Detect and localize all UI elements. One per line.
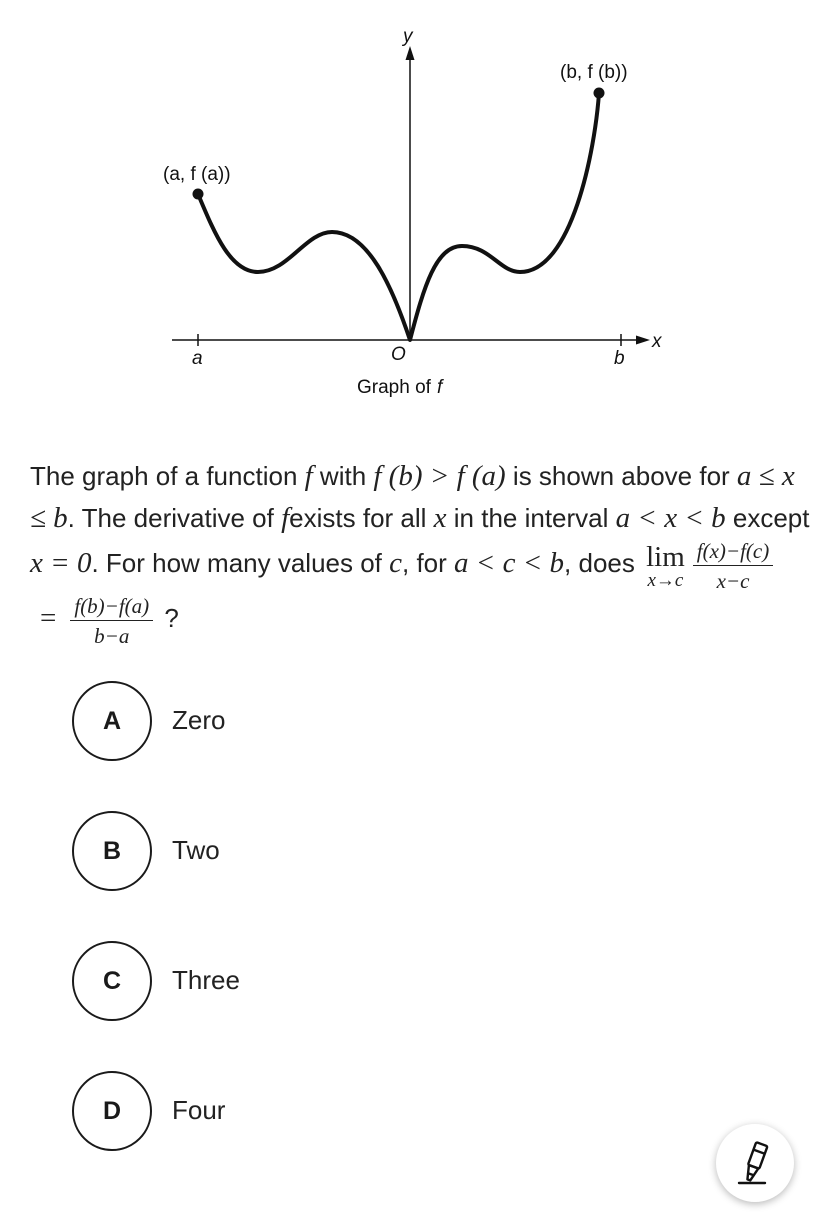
endpoint-b bbox=[594, 88, 605, 99]
q-part: The graph of a function bbox=[30, 461, 305, 491]
choice-letter: D bbox=[72, 1071, 152, 1151]
graph-caption-text: Graph of bbox=[357, 377, 431, 398]
choice-b[interactable] bbox=[72, 811, 672, 889]
fraction-denominator: b−a bbox=[94, 624, 130, 648]
y-axis-arrow bbox=[406, 46, 415, 60]
graph-caption-var: f bbox=[436, 377, 443, 398]
q-part: with bbox=[312, 461, 374, 491]
choice-text: Two bbox=[172, 835, 220, 865]
highlighter-icon bbox=[735, 1140, 775, 1186]
endpoint-a bbox=[193, 189, 204, 200]
limit-subscript: x→c bbox=[647, 570, 684, 591]
choice-letter: B bbox=[72, 811, 152, 891]
point-a-label: (a, f (a)) bbox=[163, 164, 231, 185]
equals-sign: = bbox=[40, 602, 57, 634]
q-math: a < x < b bbox=[615, 502, 726, 534]
fraction-numerator: f(x)−f(c) bbox=[693, 539, 773, 566]
difference-quotient bbox=[693, 539, 773, 594]
choice-text: Four bbox=[172, 1095, 226, 1125]
choice-d[interactable] bbox=[72, 1071, 672, 1149]
question-text bbox=[30, 455, 810, 649]
q-part: ? bbox=[157, 603, 179, 633]
q-part: . For how many values of bbox=[91, 548, 390, 578]
point-b-label: (b, f (b)) bbox=[560, 62, 628, 83]
choice-letter: A bbox=[72, 681, 152, 761]
choice-text: Zero bbox=[172, 705, 226, 735]
q-part: except bbox=[725, 503, 810, 533]
choice-text: Three bbox=[172, 965, 240, 995]
q-part: . The derivative of bbox=[67, 503, 282, 533]
q-part: , does bbox=[564, 548, 643, 578]
fraction-denominator: x−c bbox=[716, 569, 750, 593]
y-axis-label: y bbox=[403, 26, 413, 47]
q-math: c bbox=[389, 547, 403, 579]
limit-expression bbox=[646, 543, 685, 591]
limit-word: lim bbox=[646, 541, 685, 573]
q-part: in the interval bbox=[446, 503, 616, 533]
x-axis-arrow bbox=[636, 336, 650, 345]
q-math: f (b) > f (a) bbox=[373, 460, 506, 492]
q-part: , for bbox=[402, 548, 455, 578]
secant-slope bbox=[70, 594, 153, 649]
a-label: a bbox=[192, 348, 203, 369]
b-label: b bbox=[614, 348, 625, 369]
origin-label: O bbox=[391, 344, 406, 365]
q-part: is shown above for bbox=[505, 461, 737, 491]
x-axis-label: x bbox=[652, 331, 662, 352]
choice-a[interactable] bbox=[72, 681, 672, 759]
function-curve bbox=[198, 93, 599, 340]
q-math: x = 0 bbox=[30, 547, 92, 579]
choice-c[interactable] bbox=[72, 941, 672, 1019]
q-math: f bbox=[304, 460, 313, 492]
highlighter-button[interactable] bbox=[716, 1124, 794, 1202]
graph-figure bbox=[0, 0, 828, 420]
choice-letter: C bbox=[72, 941, 152, 1021]
q-math: a < c < b bbox=[454, 547, 565, 579]
q-math: x bbox=[433, 502, 447, 534]
q-math: a ≤ x ≤ b bbox=[30, 460, 795, 534]
q-part: exists for all bbox=[289, 503, 434, 533]
q-math: f bbox=[281, 502, 290, 534]
fraction-numerator: f(b)−f(a) bbox=[70, 594, 153, 621]
graph-caption bbox=[357, 377, 444, 398]
